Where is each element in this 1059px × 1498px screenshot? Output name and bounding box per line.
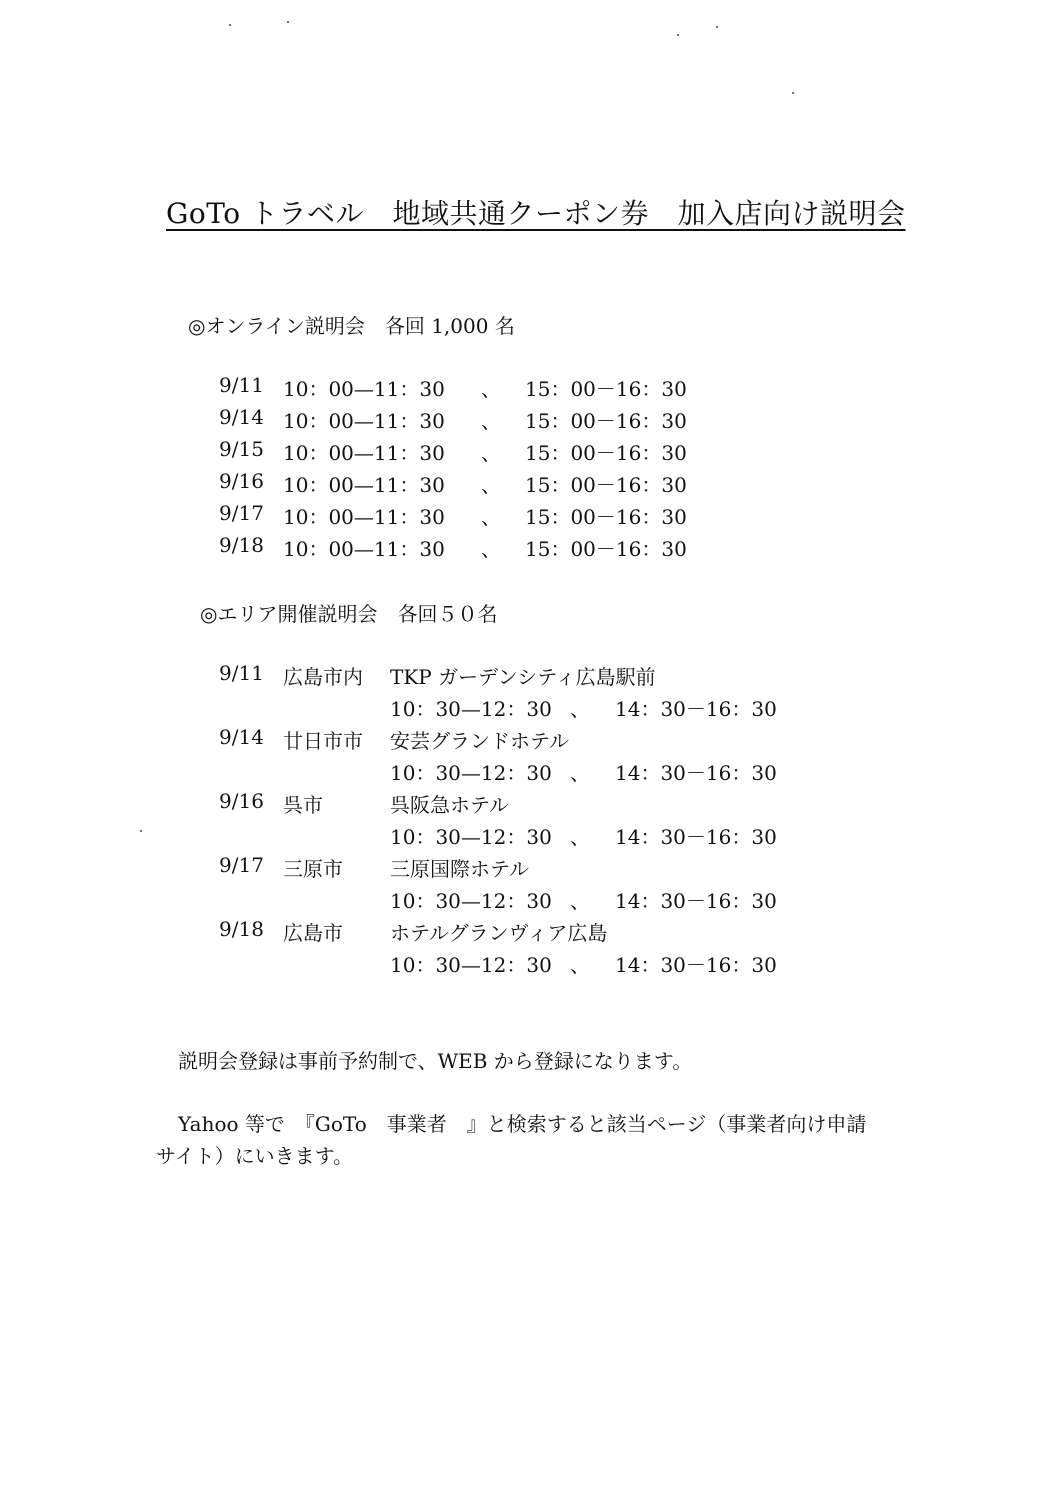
- row-date: 9/18: [219, 533, 264, 557]
- registration-note: 説明会登録は事前予約制で、WEB から登録になります。: [178, 1049, 693, 1073]
- row-venue: ホテルグランヴィア広島: [390, 921, 608, 945]
- search-note-line2: サイト）にいきます。: [156, 1144, 353, 1168]
- row-date: 9/17: [219, 853, 264, 877]
- scan-speck: [287, 21, 289, 23]
- scan-speck: [792, 92, 794, 94]
- session-slot-afternoon: 15：00－16：30: [525, 441, 687, 465]
- row-date: 9/11: [219, 661, 264, 685]
- online-heading: ◎オンライン説明会 各回 1,000 名: [188, 314, 515, 338]
- page-title: GoTo トラベル 地域共通クーポン券 加入店向け説明会: [166, 197, 906, 230]
- separator: 、: [570, 953, 590, 977]
- session-slot-morning: 10：30—12：30: [390, 825, 552, 849]
- session-slot-afternoon: 15：00－16：30: [525, 409, 687, 433]
- search-note-line1: Yahoo 等で 『GoTo 事業者 』と検索すると該当ページ（事業者向け申請: [178, 1112, 867, 1136]
- session-slot-morning: 10：00—11：30: [283, 473, 445, 497]
- session-slot-morning: 10：00—11：30: [283, 377, 445, 401]
- session-slot-afternoon: 15：00－16：30: [525, 537, 687, 561]
- row-date: 9/18: [219, 917, 264, 941]
- session-slot-afternoon: 14：30－16：30: [615, 697, 777, 721]
- separator: 、: [481, 441, 501, 465]
- session-slot-morning: 10：30—12：30: [390, 761, 552, 785]
- row-city: 広島市: [283, 921, 343, 945]
- row-date: 9/14: [219, 725, 264, 749]
- session-slot-morning: 10：30—12：30: [390, 889, 552, 913]
- row-city: 廿日市市: [283, 729, 363, 753]
- separator: 、: [481, 537, 501, 561]
- row-city: 三原市: [283, 857, 343, 881]
- row-city: 広島市内: [283, 665, 363, 689]
- session-slot-afternoon: 14：30－16：30: [615, 953, 777, 977]
- separator: 、: [570, 697, 590, 721]
- row-venue: 呉阪急ホテル: [390, 793, 509, 817]
- session-slot-afternoon: 15：00－16：30: [525, 505, 687, 529]
- session-slot-afternoon: 14：30－16：30: [615, 889, 777, 913]
- session-slot-morning: 10：30—12：30: [390, 953, 552, 977]
- row-date: 9/16: [219, 789, 264, 813]
- separator: 、: [570, 761, 590, 785]
- separator: 、: [481, 505, 501, 529]
- separator: 、: [570, 889, 590, 913]
- separator: 、: [570, 825, 590, 849]
- session-slot-morning: 10：00—11：30: [283, 505, 445, 529]
- session-slot-afternoon: 15：00－16：30: [525, 377, 687, 401]
- row-venue: 安芸グランドホテル: [390, 729, 569, 753]
- session-slot-morning: 10：00—11：30: [283, 409, 445, 433]
- row-date: 9/14: [219, 405, 264, 429]
- session-slot-morning: 10：30—12：30: [390, 697, 552, 721]
- area-heading: ◎エリア開催説明会 各回５０名: [200, 602, 498, 626]
- row-date: 9/15: [219, 437, 264, 461]
- separator: 、: [481, 409, 501, 433]
- session-slot-morning: 10：00—11：30: [283, 537, 445, 561]
- session-slot-afternoon: 15：00－16：30: [525, 473, 687, 497]
- row-date: 9/11: [219, 373, 264, 397]
- row-date: 9/16: [219, 469, 264, 493]
- row-date: 9/17: [219, 501, 264, 525]
- scan-speck: [229, 24, 231, 26]
- separator: 、: [481, 473, 501, 497]
- row-city: 呉市: [283, 793, 323, 817]
- session-slot-afternoon: 14：30－16：30: [615, 761, 777, 785]
- row-venue: 三原国際ホテル: [390, 857, 529, 881]
- scan-speck: [677, 34, 679, 36]
- scan-speck: [716, 26, 718, 28]
- scan-speck: [140, 830, 142, 832]
- session-slot-morning: 10：00—11：30: [283, 441, 445, 465]
- session-slot-afternoon: 14：30－16：30: [615, 825, 777, 849]
- separator: 、: [481, 377, 501, 401]
- row-venue: TKP ガーデンシティ広島駅前: [390, 665, 656, 689]
